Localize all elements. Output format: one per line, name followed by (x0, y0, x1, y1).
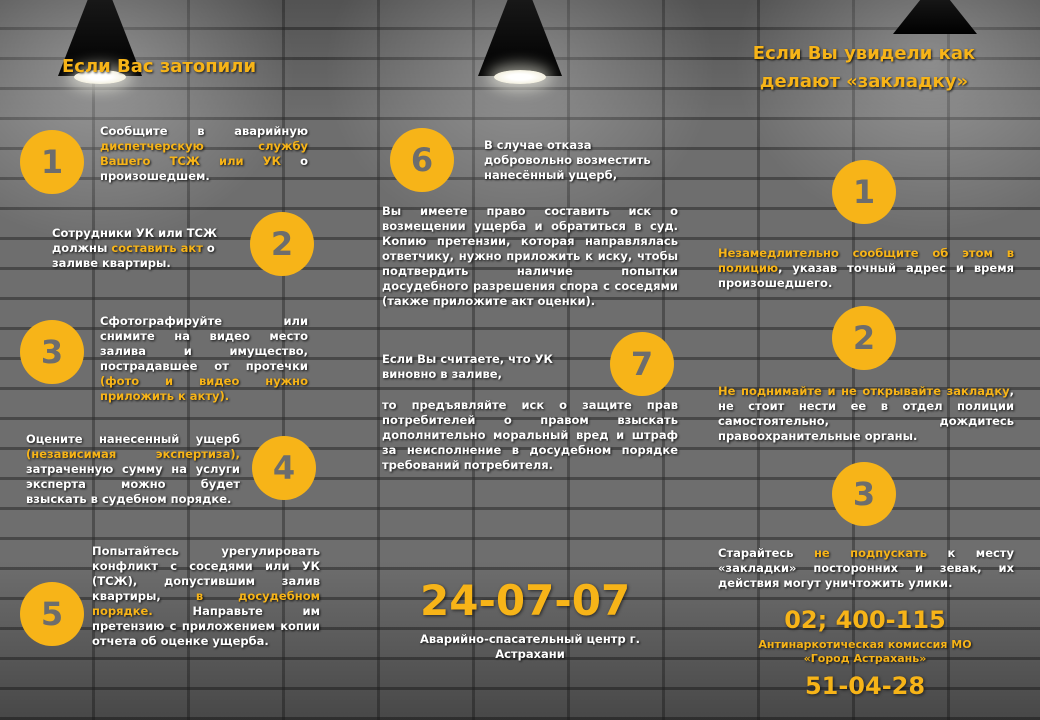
step-2-text: Сотрудники УК или ТСЖ должны составить акт о заливе квартиры. (52, 226, 218, 270)
step-6-text: В случае отказа добровольно возместить нанесённый ущерб, (484, 138, 651, 182)
antidrug-phone-1: 02; 400-115 (784, 606, 946, 634)
step-5-number: 5 (20, 582, 84, 646)
antidrug-phone-2: 51-04-28 (804, 672, 926, 700)
consumer-rights-paragraph: то предъявляйте иск о защите прав потребителей о правом взыскать дополнительно моральный вред и штраф за неисполнение в досудебном порядке требований потребителя. (382, 398, 678, 472)
right-step-1-text: Незамедлительно сообщите об этом в полицию, указав точный адрес и время произошедшего. (718, 246, 1014, 290)
step-2-number: 2 (250, 212, 314, 276)
step-4-number: 4 (252, 436, 316, 500)
right-step-2-text: Не поднимайте и не открывайте закладку, не стоит нести ее в отдел полиции самостоятельно, дождитесь правоохранительные органы. (718, 384, 1014, 443)
right-step-3-text: Старайтесь не подпускать к месту «закладки» посторонних и зевак, их действия могут уничтожить улики. (718, 546, 1014, 590)
step-1-text: Сообщите в аварийную диспетчерскую службу Вашего ТСЖ или УК о произошедшем. (100, 124, 309, 183)
rescue-phone-number: 24-07-07 (420, 576, 631, 625)
step-4-text: Оцените нанесенный ущерб (независимая экспертиза), затраченную сумму на услуги эксперта можно будет взыскать в судебном порядке. (26, 432, 240, 506)
right-step-2-number: 2 (832, 306, 896, 370)
rescue-center-caption: Аварийно-спасательный центр г. Астрахани (419, 632, 641, 661)
flood-heading: Если Вас затопили (62, 56, 257, 77)
step-6-number: 6 (390, 128, 454, 192)
step-1-number: 1 (20, 130, 84, 194)
right-step-3-number: 3 (832, 462, 896, 526)
step-3-text: Сфотографируйте или снимите на видео место залива и имущество, пострадавшее от протечки (фото и видео нужно приложить к акту). (100, 314, 308, 403)
step-7-text: Если Вы считаете, что УК виновно в заливе, (382, 352, 553, 381)
step-7-number: 7 (610, 332, 674, 396)
antidrug-commission-caption: Антинаркотическая комиссия МО «Город Астрахань» (758, 638, 972, 665)
step-3-number: 3 (20, 320, 84, 384)
right-step-1-number: 1 (832, 160, 896, 224)
lawsuit-paragraph: Вы имеете право составить иск о возмещении ущерба и обратиться в суд. Копию претензии, которая направлялась ответчику, нужно приложить к иску, чтобы подтвердить наличие попытки досудебного разрешения спора с соседями (также приложите акт оценки). (382, 204, 678, 308)
drug-drop-heading: Если Вы увидели как делают «закладку» (752, 43, 976, 92)
step-5-text: Попытайтесь урегулировать конфликт с соседями или УК (ТСЖ), допустившим залив квартиры, в досудебном порядке. Направьте им претензию с приложением копии отчета об оценке ущерба. (92, 544, 320, 648)
